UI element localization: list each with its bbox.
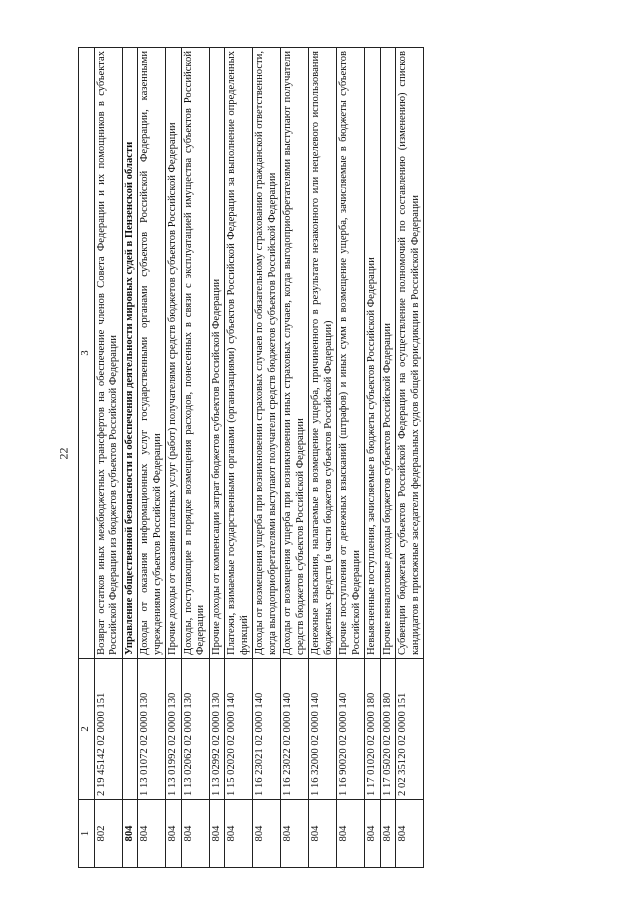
admin-code-cell: 804 bbox=[309, 800, 337, 868]
revenue-name-cell: Прочие доходы от оказания платных услуг (работ) получателями средств бюджетов субъектов Российской Федерации bbox=[166, 48, 182, 659]
table-row bbox=[225, 48, 253, 868]
budget-code-cell: 1 13 02992 02 0000 130 bbox=[209, 659, 225, 800]
budget-code-cell: 1 17 01020 02 0000 180 bbox=[365, 659, 381, 800]
revenue-name-cell: Доходы от возмещения ущерба при возникновении иных страховых случаев, когда выгодоприобретателями выступают получатели средств бюджетов субъектов Российской Федерации bbox=[281, 48, 309, 659]
revenue-name-cell: Прочие поступления от денежных взысканий (штрафов) и иных сумм в возмещение ущерба, зачисляемые в бюджеты субъектов Российской Федерации bbox=[337, 48, 365, 659]
header-col-1: 1 bbox=[79, 800, 95, 868]
budget-code-cell: 1 13 01992 02 0000 130 bbox=[166, 659, 182, 800]
admin-code-cell: 804 bbox=[138, 800, 166, 868]
budget-code-cell: 2 02 35120 02 0000 151 bbox=[396, 659, 424, 800]
revenue-name-cell: Прочие неналоговые доходы бюджетов субъектов Российской Федерации bbox=[380, 48, 396, 659]
budget-code-cell: 1 13 02062 02 0000 130 bbox=[181, 659, 209, 800]
admin-code-cell: 804 bbox=[181, 800, 209, 868]
table-row bbox=[122, 48, 138, 868]
budget-code-cell: 2 19 45142 02 0000 151 bbox=[94, 659, 122, 800]
table-row bbox=[281, 48, 309, 868]
admin-code-cell: 804 bbox=[380, 800, 396, 868]
page-number: 22 bbox=[56, 447, 71, 460]
table-row bbox=[94, 48, 122, 868]
rotated-page-content bbox=[78, 48, 548, 868]
revenue-name-cell: Денежные взыскания, налагаемые в возмещение ущерба, причиненного в результате незаконного или нецелевого использования бюджетных средств (в части бюджетов субъектов Российской Федерации) bbox=[309, 48, 337, 659]
header-col-3: 3 bbox=[79, 48, 95, 659]
revenue-name-cell: Доходы, поступающие в порядке возмещения расходов, понесенных в связи с эксплуатацией имущества субъектов Российской Федерации bbox=[181, 48, 209, 659]
admin-code-cell: 804 bbox=[166, 800, 182, 868]
budget-code-cell: 1 13 01072 02 0000 130 bbox=[138, 659, 166, 800]
budget-code-cell: 1 15 02020 02 0000 140 bbox=[225, 659, 253, 800]
revenue-codes-table bbox=[78, 47, 424, 868]
table-row bbox=[181, 48, 209, 868]
revenue-name-cell: Управление общественной безопасности и обеспечения деятельности мировых судей в Пензенской области bbox=[122, 48, 138, 659]
revenue-name-cell: Невыясненные поступления, зачисляемые в бюджеты субъектов Российской Федерации bbox=[365, 48, 381, 659]
budget-code-cell: 1 17 05020 02 0000 180 bbox=[380, 659, 396, 800]
header-col-2: 2 bbox=[79, 659, 95, 800]
revenue-name-cell: Субвенции бюджетам субъектов Российской Федерации на осуществление полномочий по составлению (изменению) списков кандидатов в присяжные заседатели федеральных судов общей юрисдикции в Российской Федерации bbox=[396, 48, 424, 659]
admin-code-cell: 804 bbox=[122, 800, 138, 868]
admin-code-cell: 804 bbox=[225, 800, 253, 868]
budget-code-cell: 1 16 23021 02 0000 140 bbox=[253, 659, 281, 800]
table-row bbox=[253, 48, 281, 868]
admin-code-cell: 804 bbox=[253, 800, 281, 868]
admin-code-cell: 804 bbox=[365, 800, 381, 868]
budget-code-cell: 1 16 90020 02 0000 140 bbox=[337, 659, 365, 800]
budget-code-cell: 1 16 32000 02 0000 140 bbox=[309, 659, 337, 800]
admin-code-cell: 802 bbox=[94, 800, 122, 868]
table-row bbox=[380, 48, 396, 868]
budget-code-cell bbox=[122, 659, 138, 800]
revenue-name-cell: Платежи, взимаемые государственными органами (организациями) субъектов Российской Федерации за выполнение определенных функций bbox=[225, 48, 253, 659]
admin-code-cell: 804 bbox=[209, 800, 225, 868]
admin-code-cell: 804 bbox=[281, 800, 309, 868]
revenue-name-cell: Возврат остатков иных межбюджетных трансфертов на обеспечение членов Совета Федерации и их помощников в субъектах Российской Федерации из бюджетов субъектов Российской Федерации bbox=[94, 48, 122, 659]
table-row bbox=[209, 48, 225, 868]
table-body bbox=[94, 48, 424, 868]
revenue-name-cell: Доходы от возмещения ущерба при возникновении страховых случаев по обязательному страхованию гражданской ответственности, когда выгодоприобретателями выступают получатели средств бюджетов субъектов Российской Федерации bbox=[253, 48, 281, 659]
table-header-row bbox=[79, 48, 95, 868]
table-row bbox=[309, 48, 337, 868]
revenue-name-cell: Прочие доходы от компенсации затрат бюджетов субъектов Российской Федерации bbox=[209, 48, 225, 659]
budget-code-cell: 1 16 23022 02 0000 140 bbox=[281, 659, 309, 800]
table-row bbox=[365, 48, 381, 868]
admin-code-cell: 804 bbox=[337, 800, 365, 868]
admin-code-cell: 804 bbox=[396, 800, 424, 868]
table-row bbox=[337, 48, 365, 868]
revenue-name-cell: Доходы от оказания информационных услуг государственными органами субъектов Российской Федерации, казенными учреждениями субъектов Российской Федерации bbox=[138, 48, 166, 659]
table-row bbox=[138, 48, 166, 868]
table-row bbox=[396, 48, 424, 868]
table-row bbox=[166, 48, 182, 868]
